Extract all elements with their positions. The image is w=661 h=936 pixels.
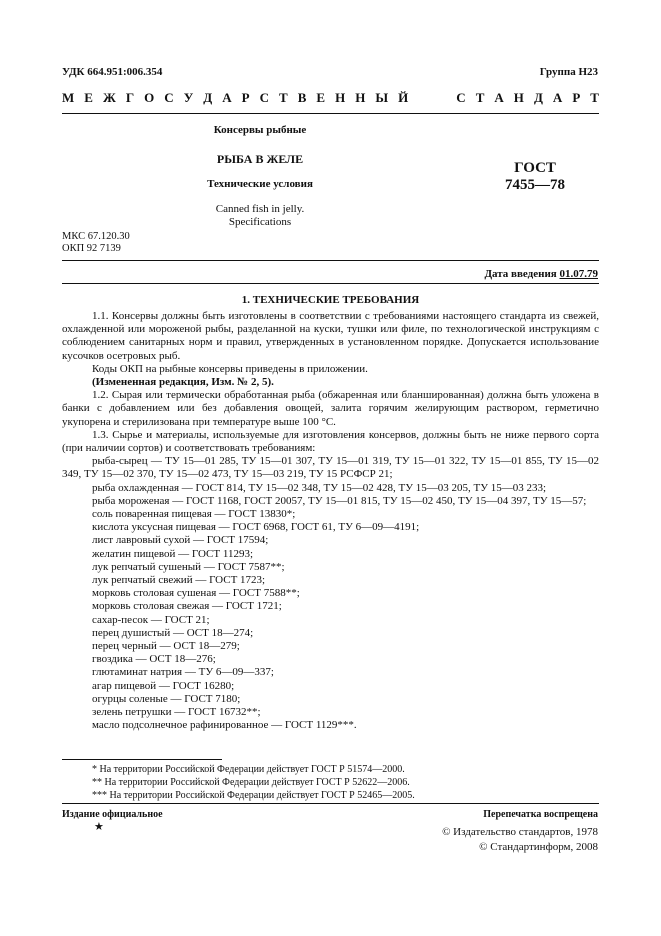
category-title: Консервы рыбные — [213, 124, 307, 136]
footnote-1: * На территории Российской Федерации действует ГОСТ Р 51574—2000. — [92, 764, 405, 775]
list-item: лист лавровый сухой — ГОСТ 17594; — [92, 534, 269, 547]
okp-code: ОКП 92 7139 — [62, 243, 121, 254]
official-edition-label: Издание официальное — [62, 809, 163, 820]
raw-fish-fresh: рыба-сырец — ТУ 15—01 285, ТУ 15—01 307, ТУ 15—01 319, ТУ 15—01 322, ТУ 15—01 855, ТУ 15—02 349, ТУ 15—02 370, ТУ 15—02 473, ТУ 15—03 219, ТУ 15 РСФСР 21; — [62, 455, 599, 481]
mks-code: МКС 67.120.30 — [62, 231, 130, 242]
document-title: РЫБА В ЖЕЛЕ — [216, 152, 304, 166]
section-body — [62, 310, 599, 733]
standard-banner: М Е Ж Г О С У Д А Р С Т В Е Н Н Ы Й С Т А Н Д А Р Т — [62, 90, 599, 105]
date-divider — [62, 283, 599, 284]
introduction-date: Дата введения 01.07.79 — [484, 268, 598, 280]
gost-designation: ГОСТ 7455—78 — [505, 160, 565, 193]
list-item: масло подсолнечное рафинированное — ГОСТ 1129***. — [92, 719, 357, 732]
paragraph-1-3: 1.3. Сырье и материалы, используемые для изготовления консервов, должны быть не ниже первого сорта (при наличии сортов) и соответствовать требованиям: — [62, 428, 599, 455]
reprint-notice: Перепечатка воспрещена — [483, 809, 598, 820]
footnote-2: ** На территории Российской Федерации действует ГОСТ Р 52622—2006. — [92, 777, 410, 788]
list-item: морковь столовая свежая — ГОСТ 1721; — [92, 600, 282, 613]
list-item: зелень петрушки — ГОСТ 16732**; — [92, 706, 261, 719]
star-icon: ★ — [94, 821, 104, 833]
raw-fish-chilled: рыба охлажденная — ГОСТ 814, ТУ 15—02 348, ТУ 15—02 428, ТУ 15—03 205, ТУ 15—03 233; — [92, 481, 547, 494]
footer-divider — [62, 803, 599, 804]
list-item: сахар-песок — ГОСТ 21; — [92, 613, 210, 626]
group-code: Группа Н23 — [539, 66, 598, 78]
english-title: Canned fish in jelly. Specifications — [215, 203, 305, 228]
title-divider — [62, 260, 599, 261]
udk-code: УДК 664.951:006.354 — [62, 66, 163, 78]
classification-codes — [62, 231, 130, 255]
list-item: агар пищевой — ГОСТ 16280; — [92, 679, 235, 692]
footnote-divider — [62, 759, 222, 760]
copyright-publisher: © Издательство стандартов, 1978 — [442, 826, 598, 838]
list-item: перец душистый — ОСТ 18—274; — [92, 626, 254, 639]
footnote-3: *** На территории Российской Федерации действует ГОСТ Р 52465—2005. — [92, 790, 415, 801]
list-item: глютаминат натрия — ТУ 6—09—337; — [92, 666, 274, 679]
list-item: лук репчатый сушеный — ГОСТ 7587**; — [92, 560, 285, 573]
document-subtitle: Технические условия — [207, 178, 313, 190]
header-divider — [62, 113, 599, 114]
list-item: кислота уксусная пищевая — ГОСТ 6968, ГОСТ 61, ТУ 6—09—4191; — [92, 521, 420, 534]
copyright-standartinform: © Стандартинформ, 2008 — [479, 841, 598, 853]
list-item: желатин пищевой — ГОСТ 11293; — [92, 547, 254, 560]
list-item: гвоздика — ОСТ 18—276; — [92, 653, 216, 666]
section-heading: 1. ТЕХНИЧЕСКИЕ ТРЕБОВАНИЯ — [241, 294, 420, 306]
paragraph-1-1: 1.1. Консервы должны быть изготовлены в соответствии с требованиями настоящего стандарта из свежей, охлажденной или мороженой рыбы, разделанной на куски, тушки или филе, по технологической инструкциям с соблюдением санитарных норм и правил, утвержденных в установленном порядке. Допускается использование кусочков осетровых рыб. — [62, 310, 599, 362]
paragraph-okp-codes: Коды ОКП на рыбные консервы приведены в приложении. — [92, 362, 368, 375]
amendment-note: (Измененная редакция, Изм. № 2, 5). — [92, 376, 274, 389]
list-item: соль поваренная пищевая — ГОСТ 13830*; — [92, 508, 296, 521]
list-item: лук репчатый свежий — ГОСТ 1723; — [92, 574, 266, 587]
list-item: огурцы соленые — ГОСТ 7180; — [92, 692, 241, 705]
list-item: морковь столовая сушеная — ГОСТ 7588**; — [92, 587, 300, 600]
raw-fish-frozen: рыба мороженая — ГОСТ 1168, ГОСТ 20057, ТУ 15—01 815, ТУ 15—02 450, ТУ 15—04 397, ТУ 15—57; — [92, 494, 587, 507]
list-item: перец черный — ОСТ 18—279; — [92, 640, 240, 653]
paragraph-1-2: 1.2. Сырая или термически обработанная рыба (обжаренная или бланшированная) должна быть уложена в банки с добавлением или без добавления овощей, залита горячим желирующим раствором, герметично укупорена и стерилизована при температуре выше 100 °С. — [62, 389, 599, 428]
